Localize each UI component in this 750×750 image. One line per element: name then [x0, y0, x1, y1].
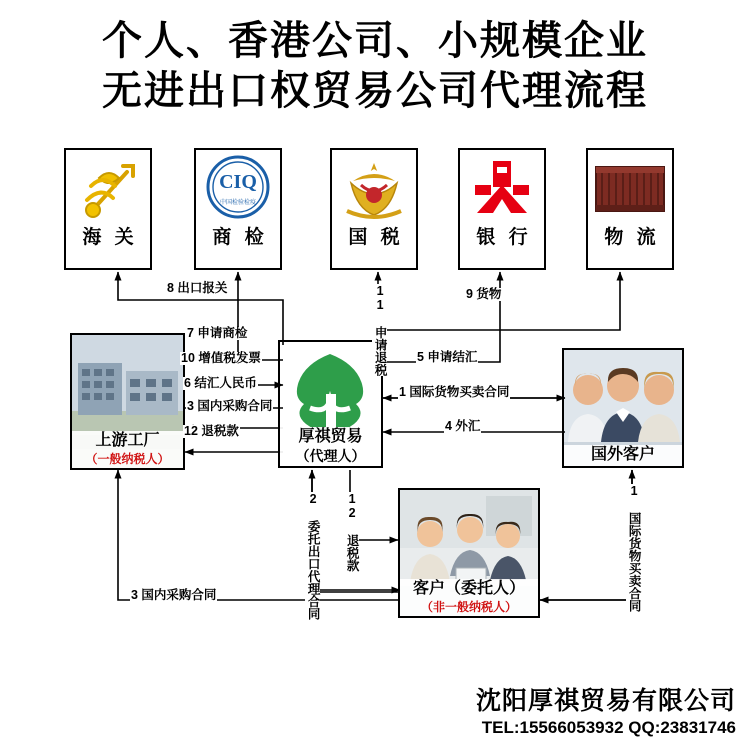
edge-label-3b: 3 国内采购合同: [131, 588, 217, 602]
svg-text:中国检验检疫: 中国检验检疫: [219, 200, 257, 206]
node-agent-sublabel: （代理人）: [280, 449, 381, 466]
node-overseas-label: 国外客户: [564, 445, 682, 466]
edge-label-12: 12 退税款: [184, 424, 239, 438]
node-logistics-label: 物 流: [604, 227, 660, 248]
edge-label-8: 8 出口报关: [167, 281, 228, 295]
node-factory-label: 上游工厂: [72, 431, 183, 452]
node-tax-label: 国 税: [348, 227, 404, 248]
edge-label-1b: 1 国际货物买卖合同: [627, 484, 642, 612]
node-bank-label: 银 行: [476, 227, 532, 248]
title-line-1: 个人、香港公司、小规模企业: [102, 19, 648, 63]
node-client-label: 客户（委托人）: [400, 579, 538, 600]
edge-label-3: 3 国内采购合同: [187, 399, 273, 413]
edge-label-10: 10 增值税发票: [181, 351, 261, 365]
svg-text:CIQ: CIQ: [219, 171, 257, 193]
node-inspection-label: 商 检: [212, 227, 268, 248]
edge-label-6: 6 结汇人民币: [184, 376, 257, 390]
footer-company: 沈阳厚祺贸易有限公司: [475, 687, 736, 716]
footer-contact: TEL:15566053932 QQ:23831746: [481, 717, 736, 737]
node-customs-label: 海 关: [82, 227, 138, 248]
title-line-2: 无进出口权贸易公司代理流程: [102, 69, 648, 113]
node-factory-sublabel: （一般纳税人）: [72, 453, 183, 468]
edge-label-7: 7 申请商检: [187, 326, 248, 340]
edge-label-12b: 12 退税款: [345, 492, 360, 572]
edge-label-5: 5 申请结汇: [417, 350, 478, 364]
edge-label-9: 9 货物: [466, 287, 502, 301]
edge-label-4: 4 外汇: [445, 419, 481, 433]
edge-label-2: 2 委托出口代理合同: [306, 492, 321, 620]
node-client-sublabel: （非一般纳税人）: [400, 601, 538, 616]
edge-label-1: 1 国际货物买卖合同: [399, 385, 510, 399]
node-agent-label: 厚祺贸易: [280, 427, 381, 448]
edge-label-11: 11 申请退税: [373, 284, 388, 376]
